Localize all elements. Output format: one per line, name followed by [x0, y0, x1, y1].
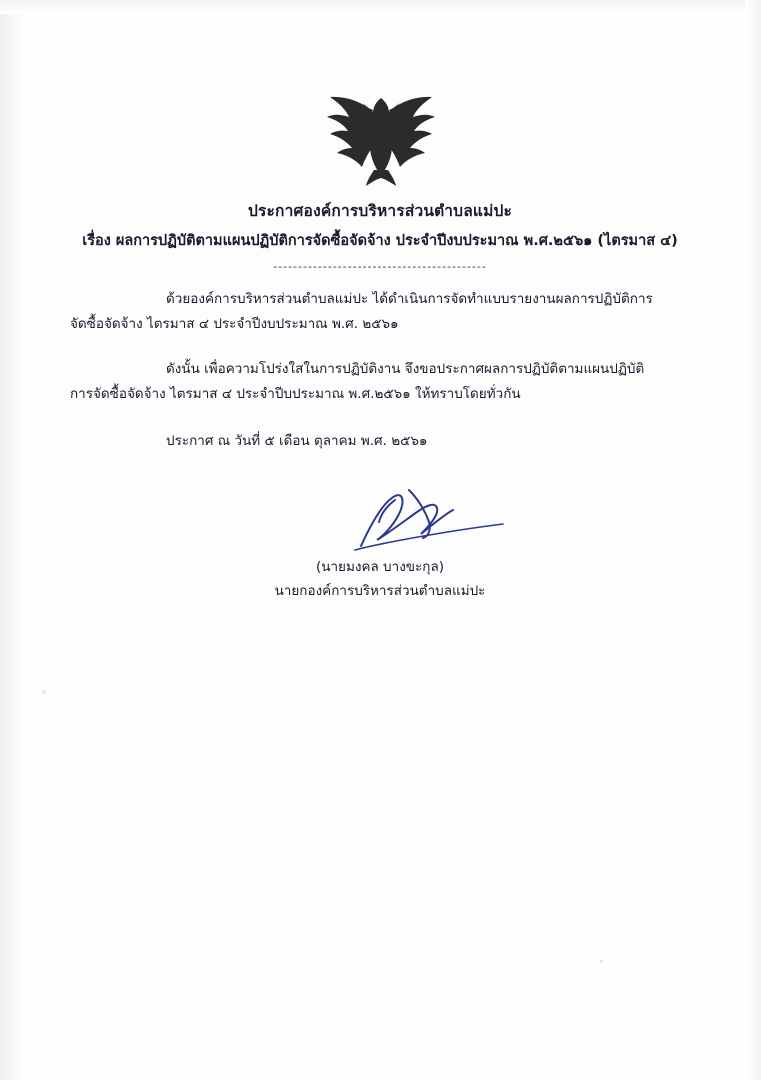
scan-edge-top — [0, 0, 761, 14]
paragraph-1 — [70, 287, 690, 337]
page-title: ประกาศองค์การบริหารส่วนตำบลแม่ปะ — [247, 202, 513, 220]
paragraph-1-line-2: จัดซื้อจัดจ้าง ไตรมาส ๔ ประจำปีงบประมาณ พ.ศ. ๒๕๖๑ — [70, 315, 399, 332]
signature-role: นายกองค์การบริหารส่วนตำบลแม่ปะ — [274, 582, 486, 599]
announce-text: ประกาศ ณ วันที่ ๕ เดือน ตุลาคม พ.ศ. ๒๕๖๑ — [166, 432, 428, 449]
garuda-emblem-icon — [316, 90, 446, 190]
paragraph-1-line-1: ด้วยองค์การบริหารส่วนตำบลแม่ปะ ได้ดำเนินการจัดทำแบบรายงานผลการปฏิบัติการ — [166, 291, 653, 307]
scan-speck — [600, 960, 603, 963]
announcement-date-line — [70, 429, 690, 454]
signature-area — [70, 484, 690, 604]
page-subtitle: เรื่อง ผลการปฏิบัติตามแผนปฏิบัติการจัดซื้อจัดจ้าง ประจำปีงบประมาณ พ.ศ.๒๕๖๑ (ไตรมาส ๔) — [82, 233, 678, 250]
signature-name: (นายมงคล บางขะกุล) — [315, 558, 444, 575]
paragraph-2-line-1: ดังนั้น เพื่อความโปร่งใสในการปฏิบัติงาน จึงขอประกาศผลการปฏิบัติตามแผนปฏิบัติ — [166, 360, 645, 377]
paragraph-2 — [70, 357, 690, 407]
document-body — [70, 200, 690, 604]
garuda-emblem-container — [0, 90, 761, 194]
scan-speck — [42, 690, 46, 694]
handwritten-signature-icon — [325, 484, 515, 564]
divider: ------------------------------------------- — [273, 260, 487, 273]
paragraph-2-line-2: การจัดซื้อจัดจ้าง ไตรมาส ๔ ประจำปีบประมาณ พ.ศ.๒๕๖๑ ให้ทราบโดยทั่วกัน — [70, 385, 521, 402]
